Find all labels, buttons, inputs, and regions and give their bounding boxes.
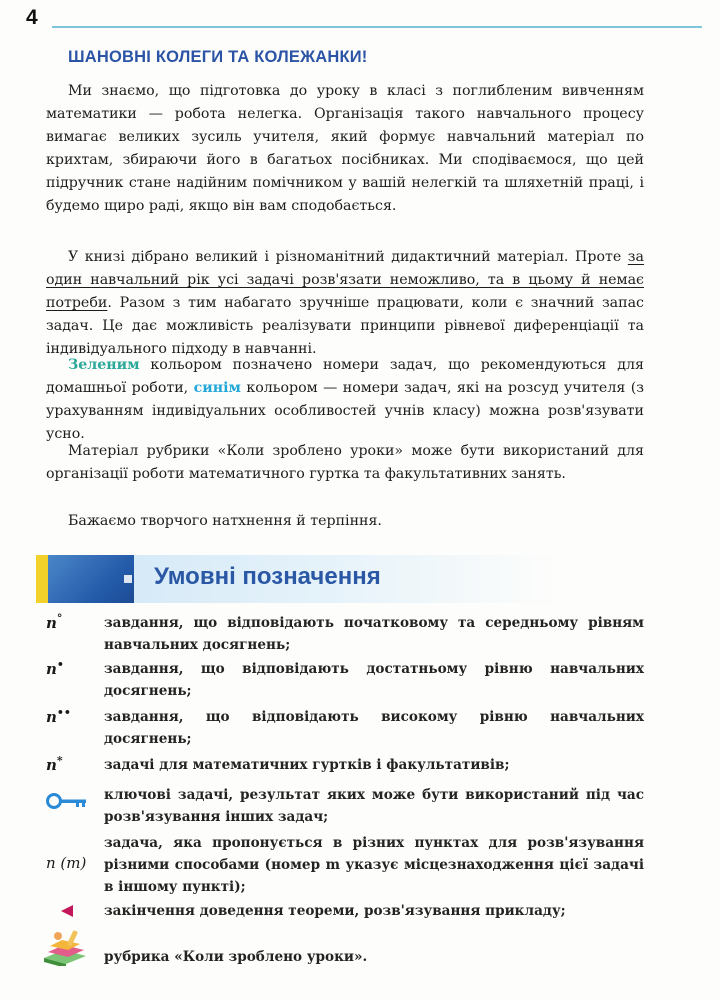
- p2-underlined-text: за один навчальний рік усі задачі розв'язати неможливо, та в цьому й немає потреби: [46, 249, 644, 311]
- p2-end: . Разом з тим набагато зручніше працювати, коли є значний запас задач. Це дає можливість реалізувати принципи рівневої диференціації та індивідуального підходу в навчанні.: [46, 295, 644, 357]
- legend-item-text: рубрика «Коли зроблено уроки».: [104, 949, 368, 965]
- legend-item-text: завдання, що відповідають початковому та середньому рівням навчальних досягнень;: [104, 615, 644, 653]
- p3-middle: кольором позначено номери задач, що рекомендуються для домашньої роботи,: [46, 357, 644, 396]
- intro-paragraph-5-text: Бажаємо творчого натхнення й терпіння.: [68, 513, 382, 529]
- intro-paragraph-1: [46, 80, 644, 220]
- olympiad-symbol: n*: [46, 754, 63, 774]
- legend-header: [36, 555, 556, 603]
- end-of-proof-triangle-icon: [60, 904, 110, 918]
- blue-highlight: синім: [193, 380, 241, 396]
- intro-paragraph-1-text: Ми знаємо, що підготовка до уроку в класі з поглибленим вивченням математики — робота нелегка. Організація такого навчального процесу вимагає великих зусиль учителя, який формує навчальний матеріал по крихтам, збираючи його в багатьох посібниках. Ми сподіваємося, що цей підручник стане надійним помічником у вашій нелегкій та шляхетній праці, і будемо щиро раді, якщо він вам сподобається.: [46, 83, 644, 214]
- intro-paragraph-3: [46, 354, 644, 448]
- level-sufficient-symbol: n•: [46, 658, 64, 678]
- intro-paragraph-4: [46, 440, 644, 488]
- alt-method-symbol: n (m): [46, 854, 87, 872]
- green-highlight: Зеленим: [68, 357, 140, 373]
- key-icon: [46, 792, 96, 810]
- p3-end: кольором — номери задач, які на розсуд учителя (з урахуванням індивідуальних особливостей учнів класу) можна розв'язувати усно.: [46, 380, 644, 442]
- intro-paragraph-4-text: Матеріал рубрики «Коли зроблено уроки» може бути використаний для організації роботи математичного гуртка та факультативних занять.: [46, 443, 644, 482]
- p2-start: У книзі дібрано великий і різноманітний дидактичний матеріал. Проте: [68, 249, 628, 265]
- header-blue-block: [48, 555, 134, 603]
- level-basic-symbol: n°: [46, 612, 63, 632]
- top-divider: [52, 26, 702, 28]
- legend-item-text: завдання, що відповідають достатньому рівню навчальних досягнень;: [104, 661, 644, 699]
- legend-item-text: задачі для математичних гуртків і факультативів;: [104, 757, 510, 773]
- legend-item-text: закінчення доведення теореми, розв'язування прикладу;: [104, 903, 566, 919]
- page-number: 4: [26, 6, 38, 29]
- intro-paragraph-2: [46, 246, 644, 363]
- legend-title: Умовні позначення: [154, 563, 381, 590]
- level-high-symbol: n••: [46, 706, 71, 726]
- greeting-heading: ШАНОВНІ КОЛЕГИ ТА КОЛЕЖАНКИ!: [68, 48, 368, 66]
- header-accent-bar: [36, 555, 48, 603]
- legend-item-text: задача, яка пропонується в різних пунктах для розв'язування різними способами (номер m указує місцезнаходження цієї задачі в іншому пункті);: [104, 835, 644, 895]
- legend-item-text: завдання, що відповідають високому рівню навчальних досягнень;: [104, 709, 644, 747]
- intro-paragraph-5: [46, 510, 644, 535]
- legend-item-text: ключові задачі, результат яких може бути використаний під час розв'язування інших задач;: [104, 787, 644, 825]
- book-icon: [40, 928, 90, 966]
